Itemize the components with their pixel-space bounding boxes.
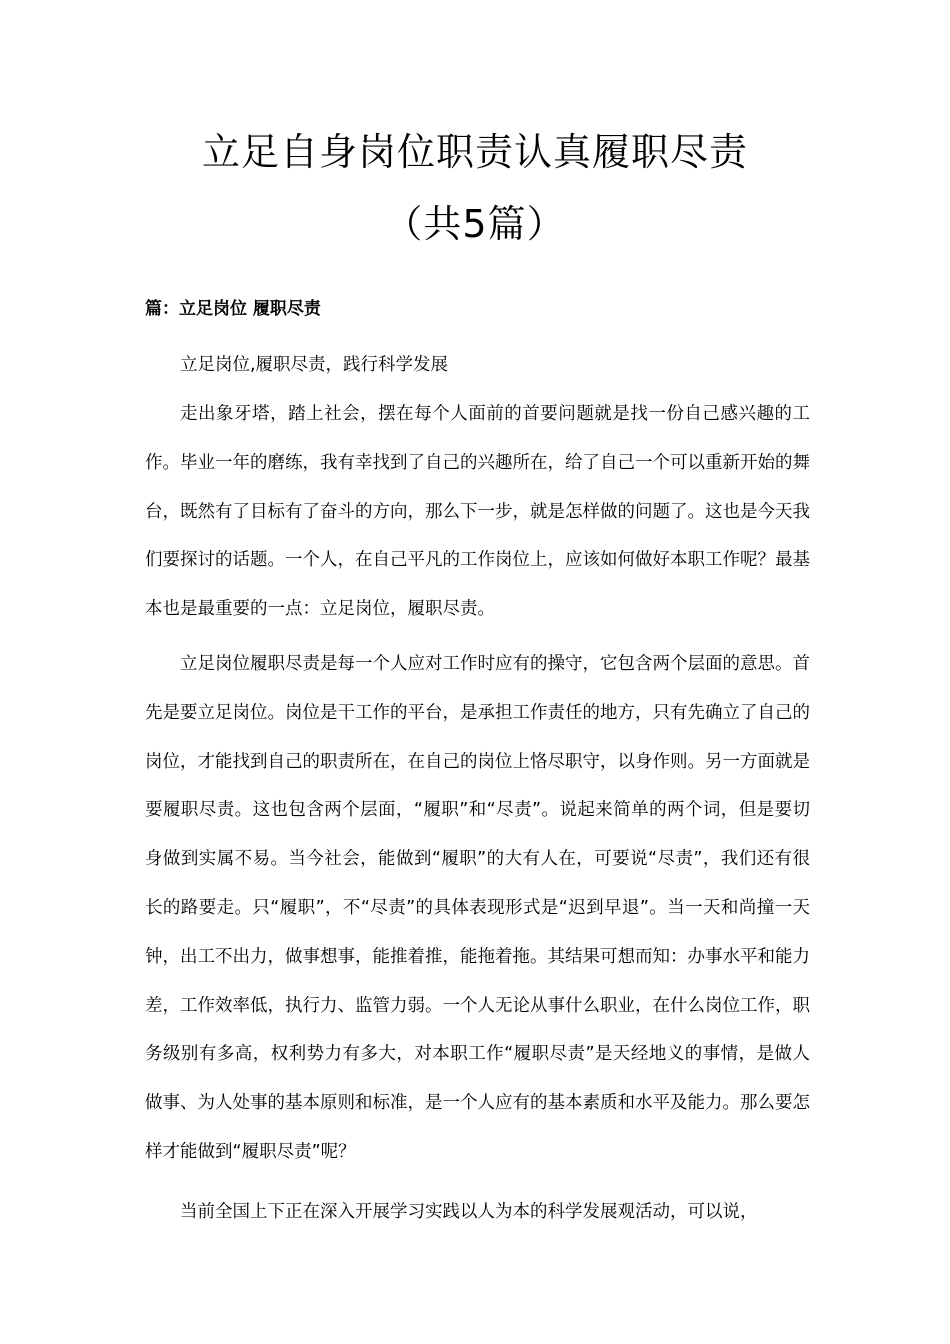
section-heading: 篇：立足岗位 履职尽责 — [145, 299, 321, 319]
document-subtitle: （共5篇） — [384, 202, 566, 246]
paragraph: 立足岗位履职尽责是每一个人应对工作时应有的操守，它包含两个层面的意思。首先是要立足岗位。岗位是干工作的平台，是承担工作责任的地方，只有先确立了自己的岗位，才能找到自己的职责所在，在自己的岗位上恪尽职守，以身作则。另一方面就是要履职尽责。这也包含两个层面，“履职”和“尽责”。说起来简单的两个词，但是要切身做到实属不易。当今社会，能做到“履职”的大有人在，可要说“尽责”，我们还有很长的路要走。只“履职”，不“尽责”的具体表现形式是“迟到早退”。当一天和尚撞一天钟，出工不出力，做事想事，能推着推，能拖着拖。其结果可想而知：办事水平和能力差，工作效率低，执行力、监管力弱。一个人无论从事什么职业，在什么岗位工作，职务级别有多高，权利势力有多大，对本职工作“履职尽责”是天经地义的事情，是做人做事、为人处事的基本原则和标准，是一个人应有的基本素质和水平及能力。那么要怎样才能做到“履职尽责”呢？ — [145, 654, 810, 1162]
paragraph: 当前全国上下正在深入开展学习实践以人为本的科学发展观活动，可以说， — [180, 1202, 758, 1222]
document-title: 立足自身岗位职责认真履职尽责 — [201, 130, 748, 174]
paragraph-intro: 立足岗位,履职尽责，践行科学发展 — [180, 355, 449, 375]
paragraph: 走出象牙塔，踏上社会，摆在每个人面前的首要问题就是找一份自己感兴趣的工作。毕业一年的磨练，我有幸找到了自己的兴趣所在，给了自己一个可以重新开始的舞台，既然有了目标有了奋斗的方向，那么下一步，就是怎样做的问题了。这也是今天我们要探讨的话题。一个人，在自己平凡的工作岗位上，应该如何做好本职工作呢？最基本也是最重要的一点：立足岗位，履职尽责。 — [145, 404, 810, 620]
